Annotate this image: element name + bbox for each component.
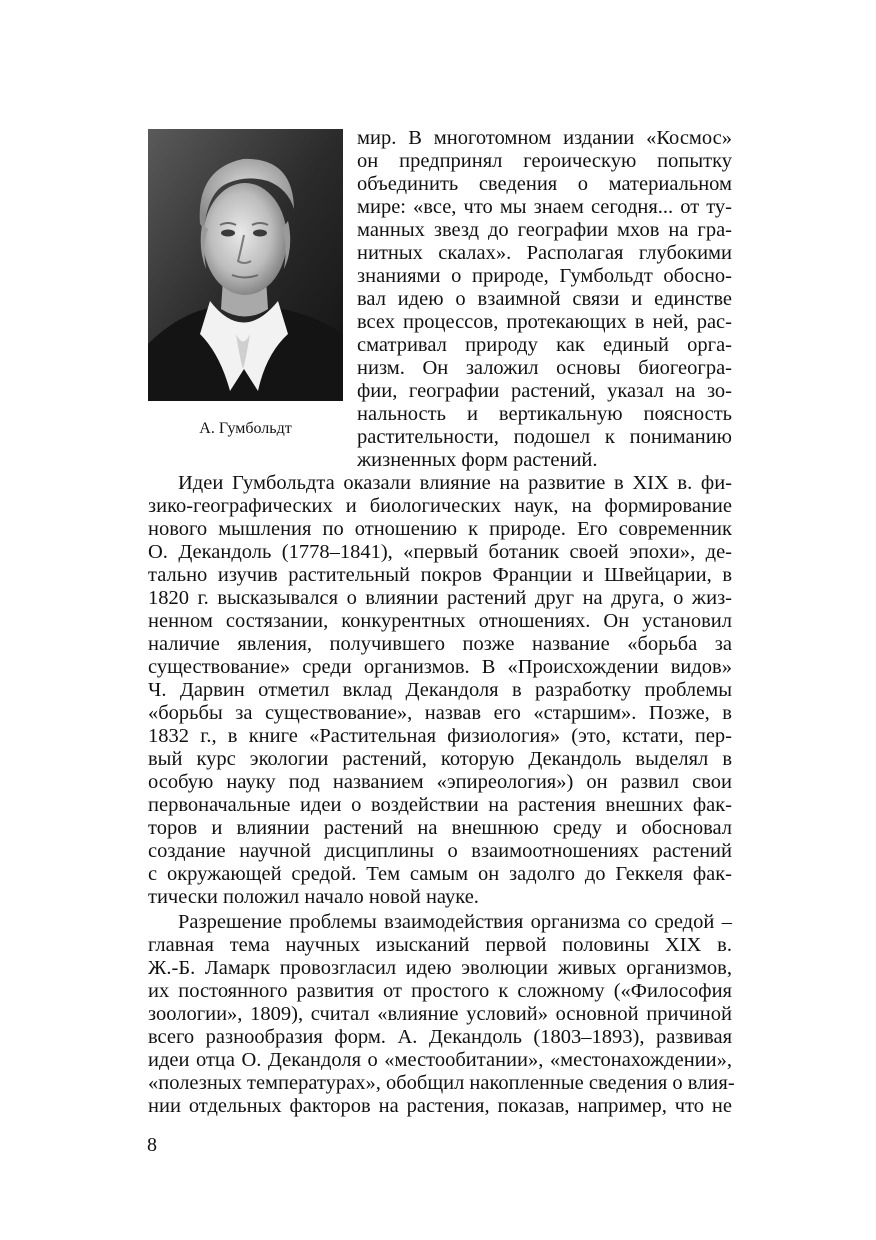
text-line: знаниями о природе, Гумбольдт обосно- [357, 265, 732, 287]
text-line: 1832 г., в книге «Растительная физиология» (это, кстати, пер- [148, 725, 732, 747]
text-line: 1820 г. высказывался о влиянии растений друг на друга, о жиз- [148, 587, 732, 609]
text-line: создание научной дисциплины о взаимоотношениях растений [148, 840, 732, 862]
text-line: зоологии», 1809), считал «влияние условий» основной причиной [148, 1003, 732, 1025]
text-line: «полезных температурах», обобщил накопленные сведения о влия- [148, 1072, 735, 1094]
text-line: объединить сведения о материальном [357, 173, 732, 195]
text-line: их постоянного развития от простого к сложному («Философия [148, 980, 732, 1002]
page-number: 8 [147, 1134, 157, 1156]
text-line: главная тема научных изысканий первой половины XIX в. [148, 934, 732, 956]
text-line: фии, географии растений, указал на зо- [357, 380, 732, 402]
text-line: вал идею о взаимной связи и единстве [357, 288, 732, 310]
text-line: мир. В многотомном издании «Космос» [357, 127, 732, 149]
text-line: ненном состязании, конкурентных отношениях. Он установил [148, 610, 732, 632]
text-line: существование» среди организмов. В «Происхождении видов» [148, 656, 732, 678]
text-line: Идеи Гумбольдта оказали влияние на развитие в XIX в. фи- [178, 472, 732, 494]
figure-caption: А. Гумбольдт [199, 420, 292, 437]
text-line: зико-географических и биологических наук, на формирование [148, 495, 732, 517]
portrait-photo [148, 129, 343, 401]
text-line: он предпринял героическую попытку [357, 150, 732, 172]
text-line: нитных скалах». Располагая глубокими [357, 242, 732, 264]
text-line: всех процессов, протекающих в ней, рас- [357, 311, 732, 333]
text-line: первоначальные идеи о воздействии на растения внешних фак- [148, 794, 732, 816]
text-line: с окружающей средой. Тем самым он задолго до Геккеля фак- [148, 863, 732, 885]
text-line: тально изучив растительный покров Франции и Швейцарии, в [148, 564, 732, 586]
text-line: всего разнообразия форм. А. Декандоль (1803–1893), развивая [148, 1026, 732, 1048]
text-line: нового мышления по отношению к природе. Его современник [148, 518, 732, 540]
text-line: тически положил начало новой науке. [148, 886, 479, 908]
text-line: Ж.-Б. Ламарк провозгласил идею эволюции живых организмов, [148, 957, 732, 979]
text-line: О. Декандоль (1778–1841), «первый ботаник своей эпохи», де- [148, 541, 732, 563]
text-line: вый курс экологии растений, которую Декандоль выделял в [148, 748, 732, 770]
text-line: Ч. Дарвин отметил вклад Декандоля в разработку проблемы [148, 679, 732, 701]
text-line: «борьбы за существование», назвав его «старшим». Позже, в [148, 702, 732, 724]
portrait-image [148, 129, 343, 401]
text-line: низм. Он заложил основы биогеогра- [357, 357, 732, 379]
text-line: мире: «все, что мы знаем сегодня... от ту- [357, 196, 732, 218]
text-line: особую науку под названием «эпиреология») он развил свои [148, 771, 732, 793]
text-line: растительности, подошел к пониманию [357, 426, 732, 448]
text-line: нальность и вертикальную поясность [357, 403, 732, 425]
text-line: наличие явления, получившего позже название «борьба за [148, 633, 732, 655]
text-line: сматривал природу как единый орга- [357, 334, 732, 356]
text-line: манных звезд до географии мхов на гра- [357, 219, 732, 241]
text-line: жизненных форм растений. [357, 449, 598, 471]
text-line: идеи отца О. Декандоля о «местообитании», «местонахождении», [148, 1049, 732, 1071]
text-line: нии отдельных факторов на растения, показав, например, что не [148, 1095, 732, 1117]
text-line: Разрешение проблемы взаимодействия организма со средой – [178, 911, 732, 933]
text-line: торов и влиянии растений на внешнюю среду и обосновал [148, 817, 732, 839]
